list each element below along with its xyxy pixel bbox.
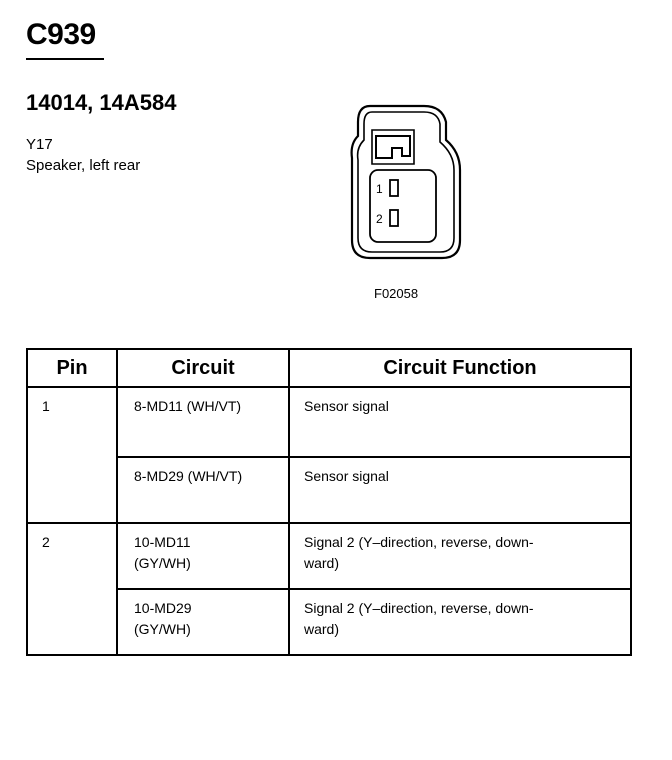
function-text: Signal 2 (Y–direction, reverse, down- xyxy=(304,534,534,550)
circuit-text: 10-MD29 xyxy=(134,600,192,616)
figure-id: F02058 xyxy=(374,286,419,301)
table-row xyxy=(27,457,631,523)
pin-1-terminal xyxy=(390,180,398,196)
function-cell xyxy=(289,589,631,655)
circuit-text: 8-MD11 (WH/VT) xyxy=(134,398,242,414)
pinout-table xyxy=(26,348,632,656)
connector-outer-housing xyxy=(352,106,460,258)
component-description: Speaker, left rear xyxy=(26,157,141,174)
circuit-cell xyxy=(117,387,289,457)
function-text-line2: ward) xyxy=(304,621,340,637)
connector-title: C939 xyxy=(26,18,96,51)
pin-2-label: 2 xyxy=(376,212,383,226)
function-text-line2: ward) xyxy=(304,555,340,571)
connector-latch xyxy=(376,136,410,158)
circuit-cell xyxy=(117,589,289,655)
table-row xyxy=(27,589,631,655)
header-pin: Pin xyxy=(27,349,117,387)
connector-face-diagram xyxy=(340,100,470,270)
header-circuit-function: Circuit Function xyxy=(289,349,631,387)
function-text: Sensor signal xyxy=(304,398,389,414)
circuit-cell xyxy=(117,523,289,589)
function-text: Sensor signal xyxy=(304,468,389,484)
part-numbers: 14014, 14A584 xyxy=(26,90,177,115)
pin-2-terminal xyxy=(390,210,398,226)
pin-1-label: 1 xyxy=(376,182,383,196)
table-row xyxy=(27,523,631,589)
pin-cavity-frame xyxy=(370,170,436,242)
circuit-text-line2: (GY/WH) xyxy=(134,555,191,571)
function-text: Signal 2 (Y–direction, reverse, down- xyxy=(304,600,534,616)
title-underline xyxy=(26,58,104,60)
circuit-cell xyxy=(117,457,289,523)
circuit-text: 8-MD29 (WH/VT) xyxy=(134,468,243,484)
pin-cell: 1 xyxy=(27,387,117,523)
circuit-text-line2: (GY/WH) xyxy=(134,621,191,637)
function-cell xyxy=(289,457,631,523)
function-cell xyxy=(289,523,631,589)
circuit-text: 10-MD11 xyxy=(134,534,191,550)
function-cell xyxy=(289,387,631,457)
table-header-row xyxy=(27,349,631,387)
header-circuit: Circuit xyxy=(117,349,289,387)
component-id: Y17 xyxy=(26,136,53,153)
pin-cell: 2 xyxy=(27,523,117,655)
table-row xyxy=(27,387,631,457)
